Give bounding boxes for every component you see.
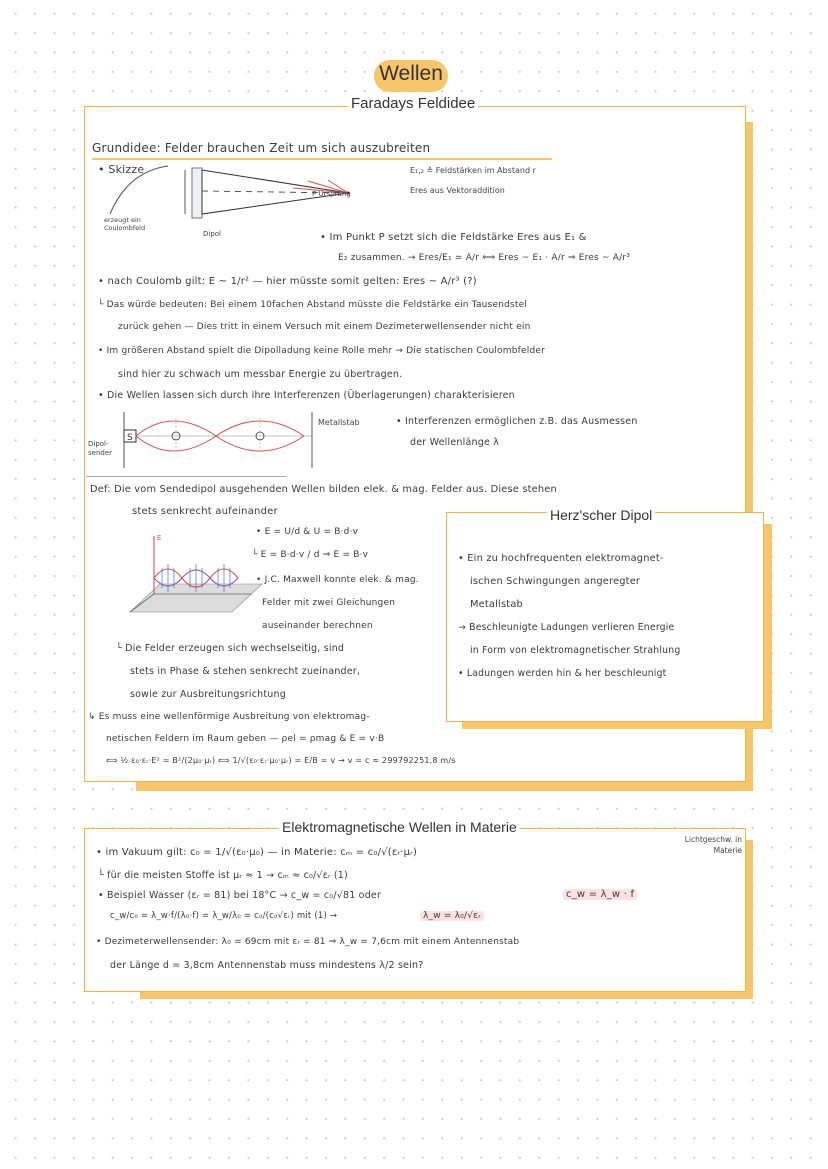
metallstab-label: Metallstab xyxy=(318,418,360,427)
dipole-rod xyxy=(192,168,202,218)
svg-text:E: E xyxy=(157,534,162,542)
page-title: Wellen xyxy=(379,62,443,85)
wasser-line: • Beispiel Wasser (εᵣ = 81) bei 18°C → c_w = c₀/√81 oder xyxy=(98,890,382,901)
dipol-label: Dipol xyxy=(203,230,222,238)
hertz-line-5: • Ladungen werden hin & her beschleunigt xyxy=(458,668,667,679)
verhaeltnis-line: c_w/c₀ = λ_w·f/(λ₀·f) = λ_w/λ₀ = c₀/(c₀√εᵣ) mit (1) → xyxy=(110,911,338,921)
lichtgeschw-note: Lichtgeschw. in Materie xyxy=(684,835,742,855)
e12-note: E₁,₂ ≙ Feldstärken im Abstand r xyxy=(410,166,536,175)
eres-formula-line: E₂ zusammen. → Eres/E₁ = A/r ⟺ Eres ~ E₁ · A/r ⇒ Eres ~ A/r³ xyxy=(338,253,631,263)
interferenz-line: • Die Wellen lassen sich durch ihre Interferenzen (Überlagerungen) charakterisieren xyxy=(98,390,515,401)
dezimeter-line: • Dezimeterwellensender: λ₀ = 69cm mit εᵣ = 81 ⇒ λ_w = 7,6cm mit einem Antennenstab xyxy=(96,937,520,947)
senkrecht-line: stets senkrecht aufeinander xyxy=(132,506,278,517)
hertz-heading: Herz'scher Dipol xyxy=(547,507,655,523)
antennenstab-line: der Länge d = 3,8cm Antennenstab muss mindestens λ/2 sein? xyxy=(110,960,424,971)
coulomb-line: • nach Coulomb gilt: E ~ 1/r² — hier müsste somit gelten: Eres ~ A/r³ (?) xyxy=(98,276,477,287)
eres-note: Eres aus Vektoraddition xyxy=(410,186,505,195)
grundidee-line: Grundidee: Felder brauchen Zeit um sich auszubreiten xyxy=(92,141,431,155)
schwach-line: sind hier zu schwach um messbar Energie zu übertragen. xyxy=(118,369,403,380)
section1-heading: Faradays Feldidee xyxy=(348,95,478,112)
ausbreitung-line: sowie zur Ausbreitungsrichtung xyxy=(130,689,286,700)
maxwell-line: • J.C. Maxwell konnte elek. & mag. xyxy=(256,575,419,585)
wechselseitig-line: └ Die Felder erzeugen sich wechselseitig, sind xyxy=(116,643,345,654)
phase-line: stets in Phase & stehen senkrecht zueinander, xyxy=(130,666,361,677)
felder-raum-line: netischen Feldern im Raum geben — ρel = ρmag & E = v·B xyxy=(106,734,385,744)
wellenlaenge-line: der Wellenlänge λ xyxy=(410,437,500,448)
hertz-line-4: in Form von elektromagnetischer Strahlung xyxy=(470,645,681,656)
hertz-box xyxy=(446,512,764,722)
cw-lambda-formula: c_w = λ_w · f xyxy=(563,889,637,900)
hertz-line-3: → Beschleunigte Ladungen verlieren Energie xyxy=(458,622,675,633)
wellenfoermig-line: ↳ Es muss eine wellenförmige Ausbreitung von elektromag- xyxy=(88,712,370,722)
e-u-d-formula: • E = U/d & U = B·d·v xyxy=(256,527,359,537)
section2-heading: Elektromagnetische Wellen in Materie xyxy=(279,819,520,835)
standing-wave-sketch xyxy=(86,408,346,476)
gleichungen-line: Felder mit zwei Gleichungen xyxy=(262,598,396,608)
hertz-line-1: ischen Schwingungen angeregter xyxy=(470,576,641,587)
stoffe-line: └ für die meisten Stoffe ist μᵣ ≈ 1 → cₘ ≈ c₀/√εᵣ (1) xyxy=(98,870,348,881)
def-line: Def: Die vom Sendedipol ausgehenden Wellen bilden elek. & mag. Felder aus. Diese stehen xyxy=(90,484,557,495)
punkt-p-line: • Im Punkt P setzt sich die Feldstärke Eres aus E₁ & xyxy=(320,232,587,243)
def-separator xyxy=(86,476,286,477)
ursprung-label: P Ursprung xyxy=(312,190,351,198)
skizze-label: • Skizze xyxy=(98,163,145,176)
vakuum-line: • im Vakuum gilt: c₀ = 1/√(ε₀·μ₀) — in Materie: cₘ = c₀/√(εᵣ·μᵣ) xyxy=(96,847,418,858)
coulomb-note: erzeugt ein Coulombfeld xyxy=(104,216,146,232)
e-bv-formula: └ E = B·d·v / d ⇒ E = B·v xyxy=(252,550,369,560)
hertz-line-0: • Ein zu hochfrequenten elektromagnet- xyxy=(458,553,664,564)
versuch-line: zurück gehen — Dies tritt in einem Versuch mit einem Dezimeterwellensender nicht ein xyxy=(118,322,531,332)
dipolsender-label: Dipol-sender xyxy=(88,440,113,457)
svg-text:S: S xyxy=(127,433,133,443)
lambda-w-formula: λ_w = λ₀/√εᵣ xyxy=(420,911,484,921)
em-wave-sketch xyxy=(120,528,270,620)
lichtgeschwindigkeit-line: ⟺ ½ ε₀·εᵣ·E² = B²/(2μ₀·μᵣ) ⟺ 1/√(ε₀·εᵣ·μ₀·μᵣ) = E/B = v → v = c ≈ 299792251,8 m/s xyxy=(106,756,456,765)
zehnfach-line: └ Das würde bedeuten: Bei einem 10fachen Abstand müsste die Feldstärke ein Tausendstel xyxy=(98,300,528,310)
coulomb-field-line xyxy=(110,166,168,214)
abstand-line: • Im größeren Abstand spielt die Dipolladung keine Rolle mehr → Die statischen Coulombfelder xyxy=(98,346,545,356)
interferenz-ausmessen-line: • Interferenzen ermöglichen z.B. das Ausmessen xyxy=(396,416,638,427)
berechnen-line: auseinander berechnen xyxy=(262,621,373,631)
hertz-line-2: Metallstab xyxy=(470,599,523,610)
